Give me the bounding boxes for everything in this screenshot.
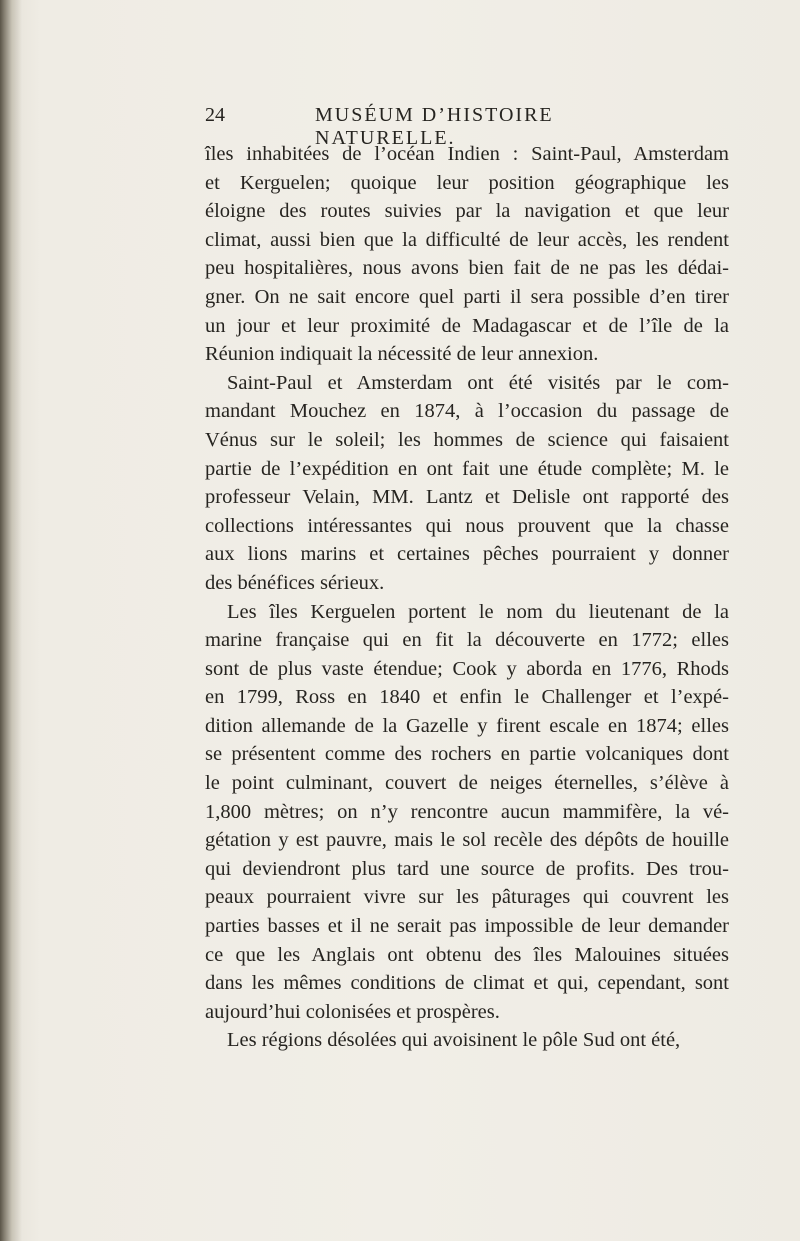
text-line: Réunion indiquait la nécessité de leur annexion. xyxy=(205,343,599,366)
text-line: parties basses et il ne serait pas impossible de leur demander xyxy=(205,915,729,938)
text-line: 1,800 mètres; on n’y rencontre aucun mammifère, la vé- xyxy=(205,800,729,823)
text-line: professeur Velain, MM. Lantz et Delisle ont rapporté des xyxy=(205,486,729,509)
text-line: îles inhabitées de l’océan Indien : Saint-Paul, Amsterdam xyxy=(205,143,729,165)
text-line: marine française qui en fit la découverte en 1772; elles xyxy=(205,629,729,652)
text-line: et Kerguelen; quoique leur position géographique les xyxy=(205,171,729,194)
text-line: un jour et leur proximité de Madagascar et de l’île de la xyxy=(205,314,729,337)
text-line: peaux pourraient vivre sur les pâturages qui couvrent les xyxy=(205,886,729,909)
text-line: des bénéfices sérieux. xyxy=(205,571,385,594)
text-line: gner. On ne sait encore quel parti il sera possible d’en tirer xyxy=(205,285,729,308)
text-line: dans les mêmes conditions de climat et qui, cependant, sont xyxy=(205,972,729,995)
text-line: éloigne des routes suivies par la navigation et que leur xyxy=(205,200,729,223)
text-line: Vénus sur le soleil; les hommes de science qui faisaient xyxy=(205,428,729,451)
text-line: en 1799, Ross en 1840 et enfin le Challenger et l’expé- xyxy=(205,686,729,709)
text-line: gétation y est pauvre, mais le sol recèle des dépôts de houille xyxy=(205,829,729,852)
running-title: MUSÉUM D’HISTOIRE NATURELLE. xyxy=(315,104,554,149)
text-line: sont de plus vaste étendue; Cook y aborda en 1776, Rhods xyxy=(205,657,729,680)
text-line: peu hospitalières, nous avons bien fait de ne pas les dédai- xyxy=(205,257,729,280)
text-line: partie de l’expédition en ont fait une étude complète; M. le xyxy=(205,457,729,480)
page-number: 24 xyxy=(205,104,225,126)
text-line: aujourd’hui colonisées et prospères. xyxy=(205,1000,500,1023)
binding-edge xyxy=(0,0,22,1241)
text-line: aux lions marins et certaines pêches pourraient y donner xyxy=(205,543,729,566)
text-line: Saint-Paul et Amsterdam ont été visités par le com- xyxy=(227,371,729,394)
text-line: collections intéressantes qui nous prouvent que la chasse xyxy=(205,514,729,537)
running-header xyxy=(205,104,625,149)
text-line: mandant Mouchez en 1874, à l’occasion du passage de xyxy=(205,400,729,423)
text-line: Les îles Kerguelen portent le nom du lieutenant de la xyxy=(227,600,729,623)
text-line: se présentent comme des rochers en partie volcaniques dont xyxy=(205,743,729,766)
body-text xyxy=(205,140,729,1055)
text-line: qui deviendront plus tard une source de profits. Des trou- xyxy=(205,857,729,880)
text-line: climat, aussi bien que la difficulté de leur accès, les rendent xyxy=(205,228,729,251)
text-line: ce que les Anglais ont obtenu des îles Malouines situées xyxy=(205,943,729,966)
text-line: dition allemande de la Gazelle y firent escale en 1874; elles xyxy=(205,714,729,737)
text-line: le point culminant, couvert de neiges éternelles, s’élève à xyxy=(205,772,729,795)
text-line: Les régions désolées qui avoisinent le pôle Sud ont été, xyxy=(227,1029,681,1052)
